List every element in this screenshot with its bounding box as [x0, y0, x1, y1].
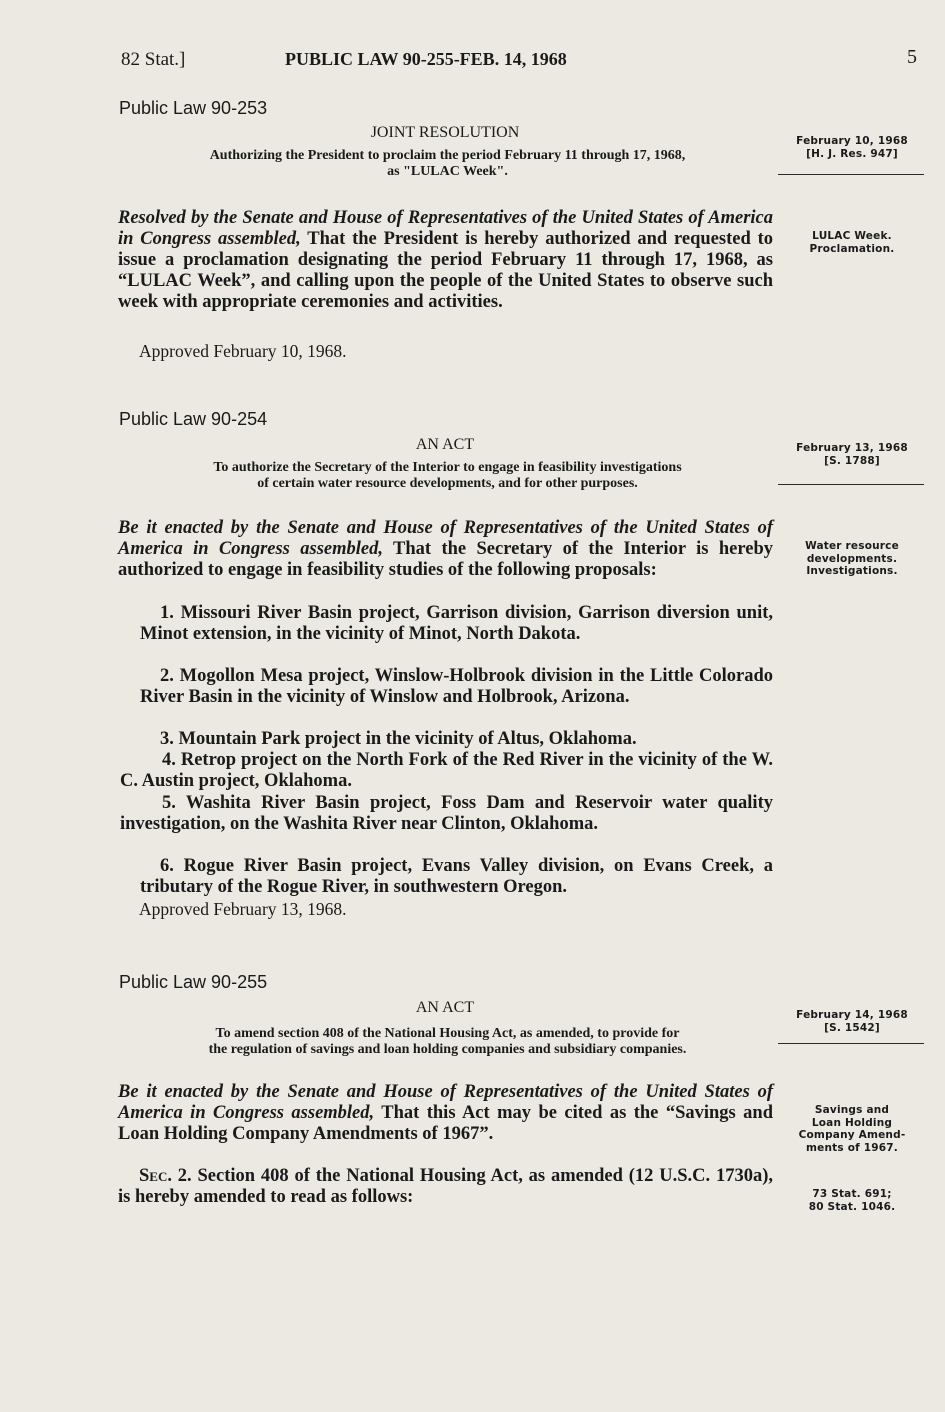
approved-253: Approved February 10, 1968. [139, 341, 347, 361]
purpose-line: of certain water resource developments, and for other purposes. [257, 476, 638, 491]
bill-reference: [H. J. Res. 947] [806, 147, 898, 160]
purpose-line: as "LULAC Week". [387, 164, 508, 179]
margin-rule [778, 1043, 924, 1044]
enacting-clause: Resolved by the Senate and House of Representatives of the United States of America in Congress assembled, [118, 208, 773, 249]
section-2-text [118, 1166, 773, 1208]
bill-reference: [S. 1542] [824, 1021, 880, 1034]
side-note-line: Investigations. [806, 565, 898, 577]
purpose-line: the regulation of savings and loan holding companies and subsidiary companies. [208, 1042, 687, 1057]
bill-reference: [S. 1788] [824, 454, 880, 467]
side-note-253 [778, 230, 926, 255]
proposal-item: 1. Missouri River Basin project, Garrison division, Garrison diversion unit, Minot extension, in the vicinity of Minot, North Dakota. [140, 603, 773, 644]
citation: 80 Stat. 1046. [808, 1200, 896, 1213]
margin-rule [778, 174, 924, 175]
proposal-item: 5. Washita River Basin project, Foss Dam and Reservoir water quality investigation, on the Washita River near Clinton, Oklahoma. [120, 793, 773, 834]
law-number-255: Public Law 90-255 [119, 972, 268, 992]
margin-date-254 [778, 442, 926, 467]
enactment-date: February 13, 1968 [796, 442, 908, 454]
proposal-item: 3. Mountain Park project in the vicinity of Altus, Oklahoma. [160, 729, 637, 749]
purpose-line: To amend section 408 of the National Housing Act, as amended, to provide for [215, 1026, 680, 1041]
proposal-item: 6. Rogue River Basin project, Evans Valley division, on Evans Creek, a tributary of the Rogue River, in southwestern Oregon. [140, 856, 773, 897]
act-type-253: JOINT RESOLUTION [370, 124, 520, 141]
act-body: That the Secretary of the Interior is hereby authorized to engage in feasibility studies of the following proposals: [118, 539, 773, 580]
act-text-255 [118, 1082, 773, 1145]
purpose-line: Authorizing the President to proclaim the period February 11 through 17, 1968, [209, 148, 686, 163]
law-number-254: Public Law 90-254 [119, 409, 268, 429]
proposal-item: 4. Retrop project on the North Fork of the Red River in the vicinity of the W. C. Austin project, Oklahoma. [120, 750, 773, 791]
side-note-line: developments. [806, 552, 898, 565]
side-note-line: Savings and [814, 1104, 890, 1116]
page-number: 5 [907, 46, 917, 68]
resolution-text-253 [118, 208, 773, 313]
enacting-clause: Be it enacted by the Senate and House of Representatives of the United States of America in Congress assembled, [118, 1082, 773, 1123]
section-body: Section 408 of the National Housing Act, as amended (12 U.S.C. 1730a), is hereby amended to read as follows: [118, 1166, 773, 1207]
purpose-255 [120, 1026, 775, 1058]
side-note-line: ments of 1967. [806, 1141, 898, 1154]
enactment-date: February 14, 1968 [796, 1009, 908, 1021]
side-note-line: Company Amend- [798, 1129, 906, 1141]
side-note-line: LULAC Week. [812, 230, 892, 242]
purpose-line: To authorize the Secretary of the Interior to engage in feasibility investigations [213, 460, 682, 475]
approved-254: Approved February 13, 1968. [139, 899, 347, 919]
statute-volume: 82 Stat.] [121, 49, 186, 70]
side-note-line: Proclamation. [809, 242, 895, 255]
act-type-254: AN ACT [415, 436, 475, 453]
purpose-253 [120, 148, 775, 180]
side-note-line: Loan Holding [811, 1116, 893, 1129]
statute-citations [778, 1188, 926, 1213]
margin-date-255 [778, 1009, 926, 1034]
law-number-253: Public Law 90-253 [119, 98, 268, 118]
margin-date-253 [778, 135, 926, 160]
enactment-date: February 10, 1968 [796, 135, 908, 147]
section-label: Sec. 2. [139, 1166, 192, 1186]
enacting-clause: Be it enacted by the Senate and House of Representatives of the United States of America in Congress assembled, [118, 518, 773, 559]
purpose-254 [120, 460, 775, 492]
side-note-254 [778, 540, 926, 578]
act-body: That this Act may be cited as the “Savings and Loan Holding Company Amendments of 1967”. [118, 1103, 774, 1144]
act-text-254 [118, 518, 773, 581]
margin-rule [778, 484, 924, 485]
act-type-255: AN ACT [415, 999, 475, 1016]
side-note-255 [778, 1104, 926, 1154]
resolution-body: That the President is hereby authorized and requested to issue a proclamation designating the period February 11 through 17, 1968, as “LULAC Week”, and calling upon the people of the United States to observe such week with appropriate ceremonies and activities. [118, 229, 773, 312]
proposal-item: 2. Mogollon Mesa project, Winslow-Holbrook division in the Little Colorado River Basin in the vicinity of Winslow and Holbrook, Arizona. [140, 666, 773, 707]
side-note-line: Water resource [805, 540, 899, 552]
citation: 73 Stat. 691; [812, 1188, 892, 1200]
page-header-title: PUBLIC LAW 90-255-FEB. 14, 1968 [285, 49, 567, 69]
